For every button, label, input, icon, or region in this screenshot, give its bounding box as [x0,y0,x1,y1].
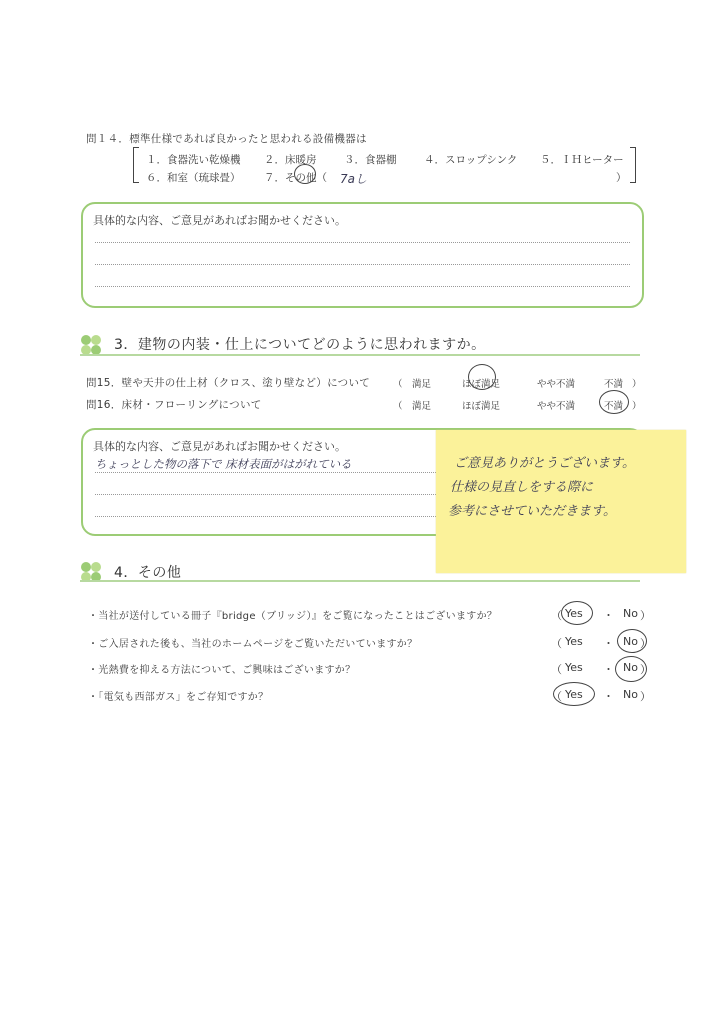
q16-choice-3[interactable]: やや不満 [537,401,576,412]
s4-q1-no[interactable]: No [623,607,638,620]
s4-q2-no[interactable]: No [623,635,638,648]
selection-circle [615,656,647,682]
q16-choice-4[interactable]: 不満 [604,401,624,412]
s4-q3-no[interactable]: No [623,661,638,674]
q15-choice-3[interactable]: やや不満 [537,379,576,390]
q14-option-6[interactable]: ６．和室（琉球畳） [146,172,241,184]
q14-row2-close: ） [616,172,627,184]
section3-handwritten-comment: ちょっとした物の落下で 床材表面がはがれている [95,457,352,471]
selection-circle [553,682,595,706]
s4-q4-close: ） [640,690,651,703]
q16-label: 問16．床材・フローリングについて [86,399,262,411]
q16-choice-2[interactable]: ほぼ満足 [462,401,501,412]
dotted-line [95,264,630,265]
s4-q2-sep: ・ [603,637,614,650]
s4-q1-label: ・当社が送付している冊子『bridge（ブリッジ）』をご覧になったことはございますか？ [88,611,498,622]
q15-label: 問15．壁や天井の仕上材（クロス、塗り壁など）について [86,377,371,389]
section4-underline [80,580,640,582]
s4-q3-label: ・光熱費を抑える方法について、ご興味はございますか？ [88,665,356,676]
q14-option-4[interactable]: ４．スロップシンク [424,154,518,166]
s4-q4-open: （ [551,690,562,703]
selection-circle [617,629,647,653]
s4-q4-yes[interactable]: Yes [565,688,583,701]
q14-option-3[interactable]: ３．食器棚 [344,154,397,166]
s4-q2-close: ） [640,637,651,650]
sticky-note [436,430,686,573]
q15-choice-2[interactable]: ほぼ満足 [462,379,501,390]
s4-q1-sep: ・ [603,609,614,622]
q16-open: （ [393,401,403,412]
s4-q1-close: ） [640,609,651,622]
dotted-line [95,286,630,287]
section4-title: 4．その他 [114,565,182,581]
q14-comment-title: 具体的な内容、ご意見があればお聞かせください。 [93,214,346,227]
s4-q3-open: （ [551,663,562,676]
s4-q2-yes[interactable]: Yes [565,635,583,648]
s4-q3-sep: ・ [603,663,614,676]
s4-q1-yes[interactable]: Yes [565,607,583,620]
q16-choice-1[interactable]: 満足 [412,401,432,412]
q14-handwritten-other: 7aし [340,172,367,186]
selection-circle [599,390,629,414]
q15-choice-1[interactable]: 満足 [412,379,432,390]
q14-comment-box[interactable] [81,202,644,308]
s4-q2-label: ・ご入居された後も、当社のホームページをご覧いただいていますか？ [88,639,418,650]
q14-option-7[interactable]: ７．その他（ [264,172,327,184]
sticky-line-1: ご意見ありがとうございます。 [454,456,635,471]
q15-close: ） [632,379,642,390]
q15-open: （ [393,379,403,390]
s4-q3-yes[interactable]: Yes [565,661,583,674]
s4-q2-open: （ [551,637,562,650]
clover-icon [80,334,102,356]
sticky-line-3: 参考にさせていただきます。 [448,504,616,519]
q14-title: 問１４．標準仕様であれば良かったと思われる設備機器は [86,133,367,145]
sticky-line-2: 仕様の見直しをする際に [450,480,594,495]
selection-circle [468,364,496,390]
q14-option-2[interactable]: ２．床暖房 [264,154,317,166]
section3-underline [80,354,640,356]
s4-q4-label: ・「電気も西部ガス」をご存知ですか？ [88,692,269,703]
bracket-left [133,147,139,183]
s4-q3-close: ） [640,663,651,676]
q14-option-5[interactable]: ５．ＩＨヒーター [540,154,624,166]
q16-close: ） [632,401,642,412]
section3-title: 3．建物の内装・仕上についてどのように思われますか。 [114,337,486,353]
selection-circle [294,164,316,184]
section3-comment-title: 具体的な内容、ご意見があればお聞かせください。 [93,440,346,453]
selection-circle [561,601,593,625]
s4-q1-open: （ [551,609,562,622]
q15-choice-4[interactable]: 不満 [604,379,624,390]
q14-option-1[interactable]: １．食器洗い乾燥機 [146,154,241,166]
s4-q4-sep: ・ [603,690,614,703]
s4-q4-no[interactable]: No [623,688,638,701]
dotted-line [95,242,630,243]
bracket-right [630,147,636,183]
